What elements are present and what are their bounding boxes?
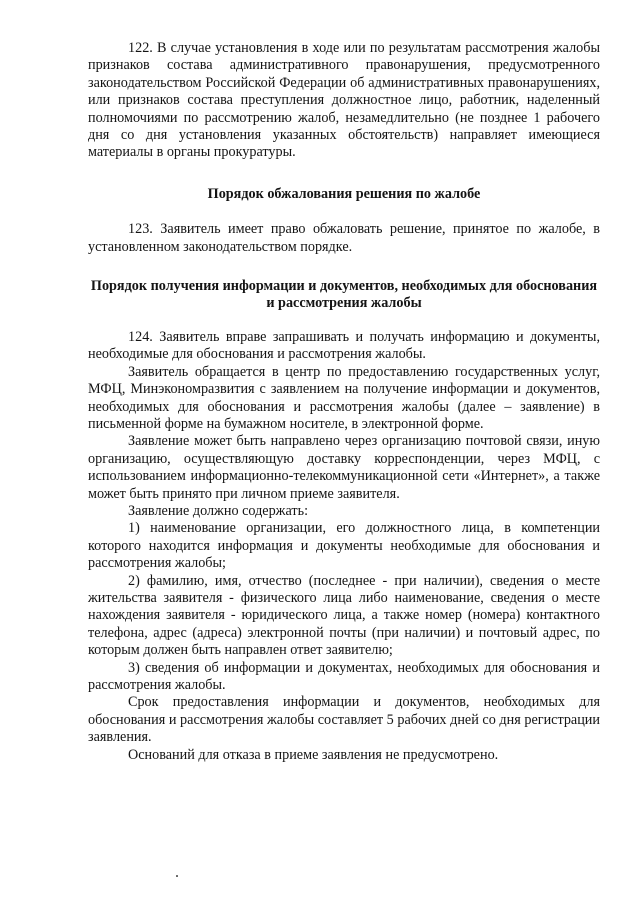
- scan-speck: [176, 875, 178, 877]
- list-item-3: 3) сведения об информации и документах, необходимых для обоснования и рассмотрения жалобы.: [88, 659, 600, 693]
- heading-information-procedure: Порядок получения информации и документов, необходимых для обоснования и рассмотрения жалобы: [90, 278, 598, 312]
- paragraph-no-refusal: Оснований для отказа в приеме заявления не предусмотрено.: [128, 746, 499, 763]
- heading-appeal-procedure: Порядок обжалования решения по жалобе: [207, 185, 481, 202]
- paragraph-122: 122. В случае установления в ходе или по результатам рассмотрения жалобы признаков состава административного правонарушения, предусмотренного законодательством Российской Федерации об административных правонарушениях, или признаков состава преступления должностное лицо, работник, наделенный полномочиями по рассмотрению жалоб, незамедлительно (не позднее 1 рабочего дня со дня установления указанных обстоятельств) направляет имеющиеся материалы в органы прокуратуры.: [88, 40, 600, 161]
- paragraph-must-contain: Заявление должно содержать:: [128, 502, 309, 519]
- paragraph-applicant-request: Заявитель обращается в центр по предоставлению государственных услуг, МФЦ, Минэкономразвития с заявлением на получение информации и документов, необходимых для обоснования и рассмотрения жалобы (далее – заявление) в письменной форме на бумажном носителе, в электронной форме.: [88, 363, 600, 432]
- list-item-1: 1) наименование организации, его должностного лица, в компетенции которого находится информация и документы необходимые для обоснования и рассмотрения жалобы;: [88, 520, 600, 572]
- paragraph-124: 124. Заявитель вправе запрашивать и получать информацию и документы, необходимые для обоснования и рассмотрения жалобы.: [88, 328, 600, 363]
- paragraph-123: 123. Заявитель имеет право обжаловать решение, принятое по жалобе, в установленном законодательством порядке.: [88, 221, 600, 255]
- paragraph-submission-methods: Заявление может быть направлено через организацию почтовой связи, иную организацию, осуществляющую доставку корреспонденции, через МФЦ, с использованием информационно-телекоммуникационной сети «Интернет», а также может быть принято при личном приеме заявителя.: [88, 433, 600, 502]
- list-item-2: 2) фамилию, имя, отчество (последнее - при наличии), сведения о месте жительства заявителя - физического лица либо наименование, сведения о месте нахождения заявителя - юридического лица, а также номер (номера) контактного телефона, адрес (адреса) электронной почты (при наличии) и почтовый адрес, по которым должен быть направлен ответ заявителю;: [88, 572, 600, 659]
- paragraph-term: Срок предоставления информации и документов, необходимых для обоснования и рассмотрения жалобы составляет 5 рабочих дней со дня регистрации заявления.: [88, 694, 600, 746]
